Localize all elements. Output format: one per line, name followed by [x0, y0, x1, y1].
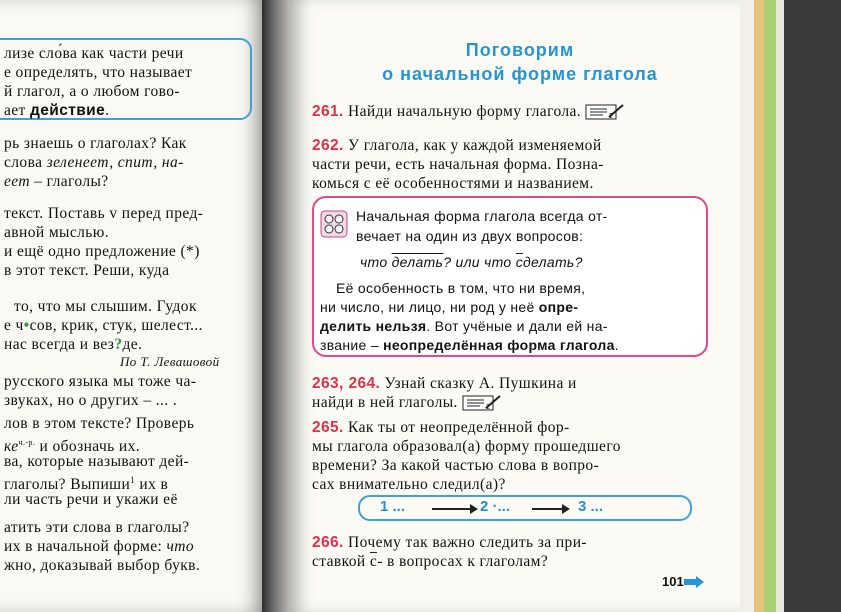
left-line-7: в этот текст. Реши, куда	[4, 262, 170, 279]
exercise-266-text-1: Почему так важно следить за при-	[343, 534, 587, 551]
left-line-17: ли часть речи и укажи её	[4, 491, 178, 508]
notebook-icon-2	[462, 394, 502, 412]
left-line-19	[4, 537, 194, 556]
background-dark	[784, 0, 841, 612]
exercise-265-line-4: сах внимательно следил(а)?	[312, 476, 506, 493]
exercise-262-line-3: комься с её особенностями и названием.	[312, 175, 594, 192]
rule-q-c: ? или что	[443, 254, 516, 270]
exercise-265-line-2: мы глагола образовал(а) форму прошедшего	[312, 438, 621, 455]
rule-line-6-b: . Вот учёные и дали ей на-	[426, 318, 608, 334]
left-line-10-a: нас всегда и вез	[4, 336, 115, 353]
exercise-265-number: 265.	[312, 419, 344, 436]
left-line-5: авной мыслью.	[4, 224, 109, 241]
rule-q-f: ?	[574, 254, 583, 270]
exercise-262-text-1: У глагола, как у каждой изменяемой	[343, 137, 602, 154]
page-edge-white	[740, 0, 754, 612]
attribution-text: По Т. Левашовой	[120, 354, 220, 369]
left-line-9-a: е ч	[4, 317, 24, 334]
left-line-9	[4, 316, 203, 335]
left-line-14-sup: ч.-р.	[18, 438, 36, 447]
exercise-263-text-2: найди в ней глаголы.	[312, 394, 458, 411]
left-line-2	[4, 153, 184, 172]
exercise-262-line-2: части речи, есть начальная форма. Позна-	[312, 156, 604, 173]
rule-line-6-a: делить нельзя	[320, 318, 427, 334]
rule-line-6	[320, 316, 608, 336]
rule-q-e: делать	[523, 254, 575, 270]
left-line-14-suffix: и обозначь их.	[35, 438, 141, 456]
left-page	[0, 0, 268, 612]
left-line-19-prefix: их в начальной форме:	[4, 538, 167, 555]
exercise-266-text-2a: ставкой	[312, 553, 370, 570]
exercise-261-number: 261.	[312, 103, 344, 120]
word-scheme-box	[358, 495, 692, 521]
footnote-mark: 1	[130, 475, 136, 485]
exercise-266-line-2	[312, 552, 548, 571]
exercise-261-text: Найди начальную форму глагола.	[343, 103, 582, 120]
exercise-266-line-1	[312, 533, 587, 552]
rule-q-a: что	[360, 254, 392, 270]
left-line-2-prefix: слова	[4, 154, 47, 171]
scheme-arrow-2	[532, 508, 568, 510]
rule-box	[312, 196, 708, 357]
green-question-mark: ?	[114, 336, 123, 353]
right-page	[290, 0, 750, 612]
rule-line-5	[320, 297, 578, 317]
svg-text:2: 2	[485, 404, 491, 412]
exercise-263-line-1	[312, 374, 577, 393]
left-box-line-4-prefix: ает	[4, 102, 31, 119]
rule-line-5-a: ни число, ни лицо, ни род у неё	[320, 299, 539, 315]
left-line-10-b: де.	[122, 336, 143, 353]
svg-text:2: 2	[609, 113, 614, 121]
left-line-9-b: сов, крик, стук, шелест...	[29, 317, 203, 334]
left-line-19-italic: что	[166, 538, 195, 555]
exercise-265-line-3: времени? За какой частью слова в вопро-	[312, 457, 600, 474]
exercise-262-number: 262.	[312, 137, 344, 154]
left-line-20: жно, доказывай выбор букв.	[4, 557, 201, 574]
exercise-266-text-2c: - в вопросах к глаголам?	[377, 553, 549, 570]
left-line-3	[4, 172, 109, 191]
rule-prefix-s: с	[515, 254, 523, 270]
left-line-15: ва, которые называют дей-	[4, 453, 190, 470]
lesson-title-line-1: Поговорим	[465, 40, 575, 60]
left-line-6: и ещё одно предложение (*)	[4, 243, 200, 260]
rule-line-7-c: .	[614, 337, 619, 353]
left-box-line-1: лизе сло́ва как части речи	[4, 45, 184, 62]
left-line-2-italic: зеленеет, спит, на-	[46, 154, 184, 171]
scheme-step-2: 2 ·...	[480, 498, 511, 515]
exercise-265-text-1: Как ты от неопределённой фор-	[343, 419, 570, 436]
page-edge-orange	[754, 0, 764, 612]
left-line-18: атить эти слова в глаголы?	[4, 519, 190, 536]
left-line-16-b: их в	[135, 476, 169, 494]
left-line-14-italic: ке	[4, 438, 19, 456]
left-line-8: то, что мы слышим. Гудок	[14, 298, 197, 315]
left-line-4: текст. Поставь v перед пред-	[4, 205, 204, 222]
rule-term: неопределённая форма глагола	[383, 337, 615, 353]
rule-pair-icon	[320, 210, 348, 238]
left-line-16-a: глаголы? Выпиши	[4, 476, 131, 494]
left-line-3-italic: еет	[4, 173, 30, 190]
exercise-263-text-1: Узнай сказку А. Пушкина и	[380, 375, 577, 392]
prefix-s: с	[369, 553, 378, 570]
page-edge-green	[764, 0, 776, 612]
rule-line-2: вечает на один из двух вопросов:	[356, 228, 584, 244]
exercise-266-number: 266.	[312, 534, 344, 551]
left-box-bold-word: действие	[30, 102, 106, 119]
exercise-262-line-1	[312, 136, 602, 155]
notebook-icon	[585, 103, 625, 121]
rule-questions	[360, 252, 583, 272]
rule-line-4: Её особенность в том, что ни время,	[336, 280, 586, 296]
left-box-line-4	[4, 101, 109, 120]
left-line-1: рь знаешь о глаголах? Как	[4, 135, 187, 152]
scheme-step-3: 3 ...	[578, 498, 604, 515]
left-line-13: лов в этом тексте? Проверь	[4, 415, 195, 432]
exercise-263-line-2	[312, 393, 502, 412]
left-line-12: звуках, но о других – ... .	[4, 392, 178, 409]
page-edge-light	[776, 0, 784, 612]
lesson-title-line-2: о начальной форме глагола	[382, 64, 658, 84]
rule-line-5-b: опре-	[538, 299, 579, 315]
exercise-261	[312, 102, 625, 121]
attribution	[120, 352, 219, 371]
page-number: 101	[662, 574, 684, 589]
exercise-265-line-1	[312, 418, 570, 437]
left-box-line-3: й глагол, а о любом гово-	[4, 83, 180, 100]
next-page-arrow-icon	[684, 576, 704, 588]
rule-line-7-a: звание –	[320, 337, 384, 353]
green-dot-mark: •	[23, 317, 30, 334]
scheme-arrow-1	[432, 508, 476, 510]
left-line-11: русского языка мы тоже ча-	[4, 373, 197, 390]
rule-line-1: Начальная форма глагола всегда от-	[356, 208, 608, 224]
exercise-263-number: 263, 264.	[312, 375, 381, 392]
left-line-3-suffix: – глаголы?	[29, 173, 109, 190]
rule-q-b: делать	[391, 254, 444, 270]
rule-line-7	[320, 335, 619, 355]
left-box-line-2: е определять, что называет	[4, 64, 193, 81]
scheme-step-1: 1 ...	[380, 498, 406, 515]
left-box-line-4-suffix: .	[105, 102, 110, 119]
